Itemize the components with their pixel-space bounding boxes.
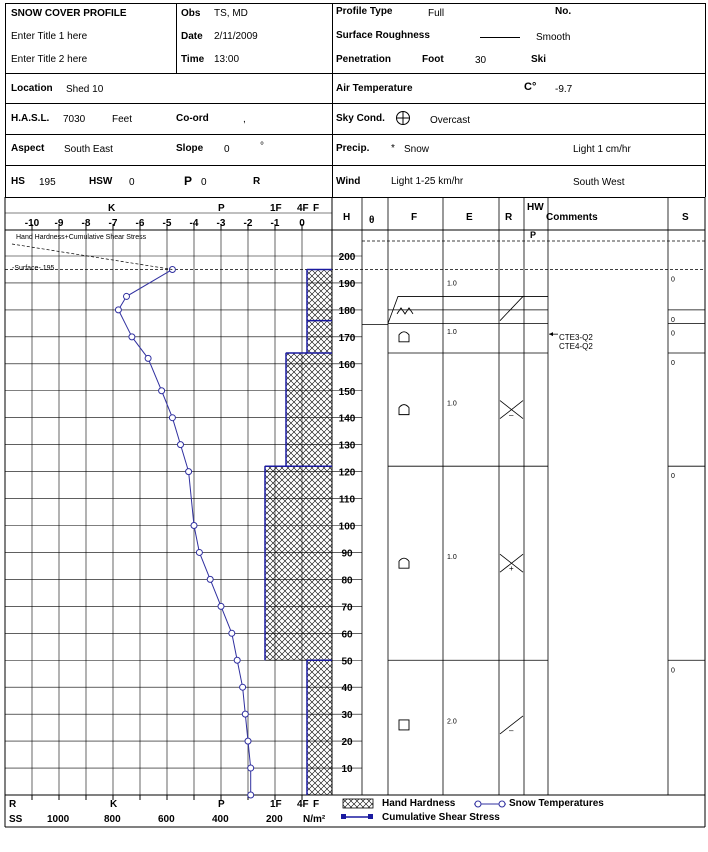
hardness-bar [265, 466, 332, 660]
bottom-f: F [313, 799, 320, 810]
height-tick-label: 80 [341, 575, 353, 587]
hardness-bar [307, 660, 332, 795]
f-top-label: F [313, 203, 320, 214]
height-tick-label: 170 [338, 332, 356, 344]
time-value: 13:00 [214, 54, 240, 65]
layer-e-value: 1.0 [447, 400, 457, 408]
aspect-value: South East [64, 144, 113, 155]
bottom-4f: 4F [297, 799, 309, 810]
bottom-ss: SS [9, 814, 23, 825]
resistance-sign: – [509, 410, 514, 420]
profile-type-label: Profile Type [336, 6, 393, 17]
location-label: Location [11, 83, 53, 94]
foot-value: 30 [475, 55, 487, 66]
top-note: Hand Hardness+Cumulative Shear Stress [16, 234, 147, 241]
temp-tick-label: -4 [189, 218, 199, 229]
col-comments: Comments [546, 212, 598, 223]
bottom-p: P [218, 799, 225, 810]
profile-title: SNOW COVER PROFILE [11, 8, 127, 19]
bottom-k: K [110, 799, 118, 810]
ss-tick-1000: 1000 [47, 814, 70, 825]
penetration-label: Penetration [336, 54, 392, 65]
temperature-point [169, 415, 175, 421]
location-value: Shed 10 [66, 84, 104, 95]
coord-value: , [243, 114, 246, 125]
legend-shear-marker [368, 814, 373, 819]
grain-rounded-icon [399, 558, 409, 568]
no-label: No. [555, 6, 572, 17]
temperature-line [118, 269, 250, 795]
p-value: 0 [201, 177, 207, 188]
bottom-1f: 1F [270, 799, 282, 810]
height-tick-label: 60 [341, 629, 353, 641]
p-label: P [184, 174, 193, 188]
layer-s-value: 0 [671, 276, 675, 284]
layer-s-value: 0 [671, 330, 675, 338]
temperature-point [178, 442, 184, 448]
temperature-point [207, 576, 213, 582]
slope-value: 0 [224, 144, 230, 155]
grain-rounded-icon [399, 332, 409, 342]
surface-label: -Surface- 195 [12, 265, 55, 272]
height-tick-label: 140 [338, 413, 356, 425]
temperature-point [240, 684, 246, 690]
temp-tick-label: -2 [243, 218, 253, 229]
height-tick-label: 70 [341, 602, 353, 614]
roughness-label: Surface Roughness [336, 30, 430, 41]
legend-snow-temps: Snow Temperatures [509, 798, 604, 809]
precip-label: Precip. [336, 143, 370, 154]
temp-tick-label: -9 [54, 218, 64, 229]
layer-s-value: 0 [671, 316, 675, 324]
legend-hand-hardness: Hand Hardness [382, 798, 456, 809]
height-tick-label: 20 [341, 737, 353, 749]
col-p: P [530, 230, 537, 240]
test-2: CTE4-Q2 [559, 342, 593, 351]
ss-tick-600: 600 [158, 814, 175, 825]
air-temp-unit: C° [524, 81, 537, 93]
temperature-point [191, 523, 197, 529]
temperature-point [245, 738, 251, 744]
temp-tick-label: -1 [270, 218, 280, 229]
ss-tick-800: 800 [104, 814, 121, 825]
temp-tick-label: 0 [299, 218, 305, 229]
hsw-label: HSW [89, 176, 113, 187]
height-tick-label: 120 [338, 467, 356, 479]
height-tick-label: 110 [338, 494, 356, 506]
col-e: E [466, 212, 473, 223]
resistance-sign: + [509, 564, 514, 574]
col-r: R [505, 212, 513, 223]
test-1: CTE3-Q2 [559, 333, 593, 342]
temp-tick-label: -6 [135, 218, 145, 229]
layer-e-value: 1.0 [447, 329, 457, 337]
precip-value: Snow [404, 144, 430, 155]
date-value: 2/11/2009 [214, 31, 258, 42]
temp-tick-label: -10 [24, 218, 40, 229]
roughness-value: Smooth [536, 32, 571, 43]
ss-unit: N/m² [303, 814, 326, 825]
hardness-bar [307, 321, 332, 353]
height-tick-label: 10 [341, 764, 353, 776]
obs-value: TS, MD [214, 8, 248, 19]
col-theta: θ [369, 215, 375, 226]
resistance-sign: – [509, 725, 514, 735]
layer-s-value: 0 [671, 360, 675, 368]
obs-label: Obs [181, 8, 201, 19]
temperature-point [218, 603, 224, 609]
col-f: F [411, 212, 418, 223]
hs-value: 195 [39, 177, 56, 188]
height-tick-label: 90 [341, 548, 353, 560]
layer-e-value: 1.0 [447, 280, 457, 288]
temperature-point [124, 293, 130, 299]
height-tick-label: 160 [338, 359, 356, 371]
hasl-value: 7030 [63, 114, 86, 125]
legend-shear-marker [341, 814, 346, 819]
height-tick-label: 40 [341, 683, 353, 695]
grain-rounded-icon [399, 405, 409, 415]
height-tick-label: 30 [341, 710, 353, 722]
hasl-unit: Feet [112, 114, 133, 125]
legend-hardness-swatch [343, 799, 373, 808]
profile-type-value: Full [428, 8, 445, 19]
hs-label: HS [11, 176, 25, 187]
slope-label: Slope [176, 143, 204, 154]
sky-label: Sky Cond. [336, 113, 385, 124]
layer-s-value: 0 [671, 667, 675, 675]
height-tick-label: 50 [341, 656, 353, 668]
wind-value: Light 1-25 km/hr [391, 176, 464, 187]
title-2[interactable]: Enter Title 2 here [11, 54, 88, 65]
p-top-label: P [218, 203, 225, 214]
ss-tick-200: 200 [266, 814, 283, 825]
date-label: Date [181, 31, 203, 42]
height-tick-label: 100 [338, 521, 356, 533]
precip-rate: Light 1 cm/hr [573, 144, 631, 155]
bottom-r: R [9, 799, 17, 810]
temperature-point [145, 355, 151, 361]
time-label: Time [181, 54, 205, 65]
layer-e-value: 2.0 [447, 718, 457, 726]
wind-label: Wind [336, 176, 361, 187]
resistance-mark [500, 296, 523, 320]
temp-tick-label: -7 [108, 218, 118, 229]
temperature-point [196, 549, 202, 555]
temp-tick-label: -8 [81, 218, 91, 229]
height-tick-label: 200 [338, 252, 356, 263]
height-tick-label: 130 [338, 440, 356, 452]
height-tick-label: 180 [338, 305, 356, 317]
hsw-value: 0 [129, 177, 135, 188]
temperature-point [242, 711, 248, 717]
coord-label: Co-ord [176, 113, 209, 124]
aspect-label: Aspect [11, 143, 45, 154]
temperature-point [159, 388, 165, 394]
hardness-bar [286, 353, 332, 466]
temperature-point [129, 334, 135, 340]
air-temp-label: Air Temperature [336, 83, 413, 94]
grain-surface-hoar-icon [397, 308, 413, 314]
air-temp-value: -9.7 [555, 84, 573, 95]
precip-symbol: * [391, 143, 395, 154]
1f-top-label: 1F [270, 203, 282, 214]
temperature-point [248, 765, 254, 771]
legend-temp-point [499, 801, 505, 807]
k-top-label: K [108, 203, 116, 214]
legend-shear: Cumulative Shear Stress [382, 812, 500, 823]
grain-faceted-icon [399, 720, 409, 730]
hasl-label: H.A.S.L. [11, 113, 50, 124]
layer-s-value: 0 [671, 473, 675, 481]
slope-unit: ° [260, 141, 264, 152]
temperature-point [186, 469, 192, 475]
ski-label: Ski [531, 54, 547, 65]
ss-tick-400: 400 [212, 814, 229, 825]
foot-label: Foot [422, 54, 444, 65]
title-1[interactable]: Enter Title 1 here [11, 31, 88, 42]
r-label: R [253, 176, 261, 187]
col-hw: HW [527, 202, 544, 213]
temp-tick-label: -5 [162, 218, 172, 229]
temperature-point [234, 657, 240, 663]
sky-value: Overcast [430, 115, 471, 126]
legend-temp-point [475, 801, 481, 807]
height-tick-label: 190 [338, 278, 356, 290]
temperature-point [248, 792, 254, 798]
wind-direction: South West [573, 177, 625, 188]
4f-top-label: 4F [297, 203, 309, 214]
temperature-point [115, 307, 121, 313]
temp-tick-label: -3 [216, 218, 226, 229]
temperature-point [229, 630, 235, 636]
col-s: S [682, 212, 689, 223]
layer-e-value: 1.0 [447, 554, 457, 562]
height-tick-label: 150 [338, 386, 356, 398]
col-h: H [343, 212, 351, 223]
hardness-bar [307, 269, 332, 320]
